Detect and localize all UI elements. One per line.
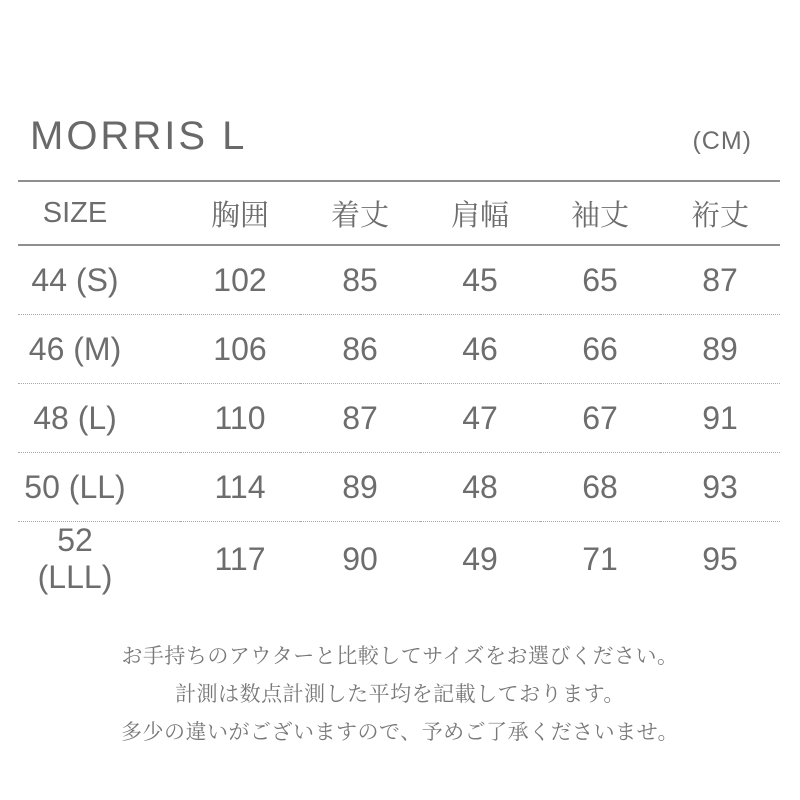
column-header-yuki-length: 裄丈 <box>690 199 749 232</box>
size-cell: 50 (LL) <box>24 468 126 505</box>
value-cell: 89 <box>702 330 738 367</box>
value-cell: 65 <box>582 261 618 298</box>
value-cell: 68 <box>582 468 618 505</box>
note-line: 多少の違いがございますので、予めご了承くださいませ。 <box>121 721 679 744</box>
value-cell: 46 <box>462 330 498 367</box>
note-line: 計測は数点計測した平均を記載しております。 <box>175 683 625 706</box>
value-cell: 91 <box>702 399 738 436</box>
value-cell: 67 <box>582 399 618 436</box>
unit-label: (CM) <box>692 127 752 155</box>
value-cell: 110 <box>214 399 266 436</box>
value-cell: 106 <box>213 330 267 367</box>
value-cell: 93 <box>702 468 738 505</box>
value-cell: 45 <box>462 261 498 298</box>
table-row <box>18 245 780 315</box>
note-line: お手持ちのアウターと比較してサイズをお選びください。 <box>121 645 679 668</box>
size-cell: 46 (M) <box>28 330 122 367</box>
chart-header <box>30 116 752 156</box>
header-row <box>18 181 780 245</box>
column-header-chest: 胸囲 <box>210 199 269 232</box>
column-header-shoulder-width: 肩幅 <box>450 199 509 232</box>
size-cell: 48 (L) <box>33 399 117 436</box>
value-cell: 49 <box>462 540 498 577</box>
product-title: MORRIS L <box>30 114 248 158</box>
column-header-body-length: 着丈 <box>330 199 389 232</box>
value-cell: 85 <box>342 261 378 298</box>
value-cell: 87 <box>342 399 378 436</box>
value-cell: 48 <box>462 468 498 505</box>
table-row <box>18 522 780 597</box>
value-cell: 71 <box>582 540 618 577</box>
size-cell: 44 (S) <box>31 261 119 298</box>
value-cell: 86 <box>342 330 378 367</box>
column-header-sleeve-length: 袖丈 <box>570 199 629 232</box>
size-table <box>18 180 780 596</box>
column-header-size: SIZE <box>42 196 108 229</box>
size-cell: 52 (LLL) <box>37 522 113 595</box>
notes <box>0 638 800 752</box>
value-cell: 117 <box>214 540 266 577</box>
value-cell: 47 <box>462 399 498 436</box>
table-row <box>18 384 780 453</box>
table-row <box>18 453 780 522</box>
table-row <box>18 315 780 384</box>
value-cell: 95 <box>702 540 738 577</box>
value-cell: 102 <box>213 261 267 298</box>
value-cell: 90 <box>342 540 378 577</box>
value-cell: 87 <box>702 261 738 298</box>
value-cell: 89 <box>342 468 378 505</box>
value-cell: 66 <box>582 330 618 367</box>
value-cell: 114 <box>214 468 266 505</box>
